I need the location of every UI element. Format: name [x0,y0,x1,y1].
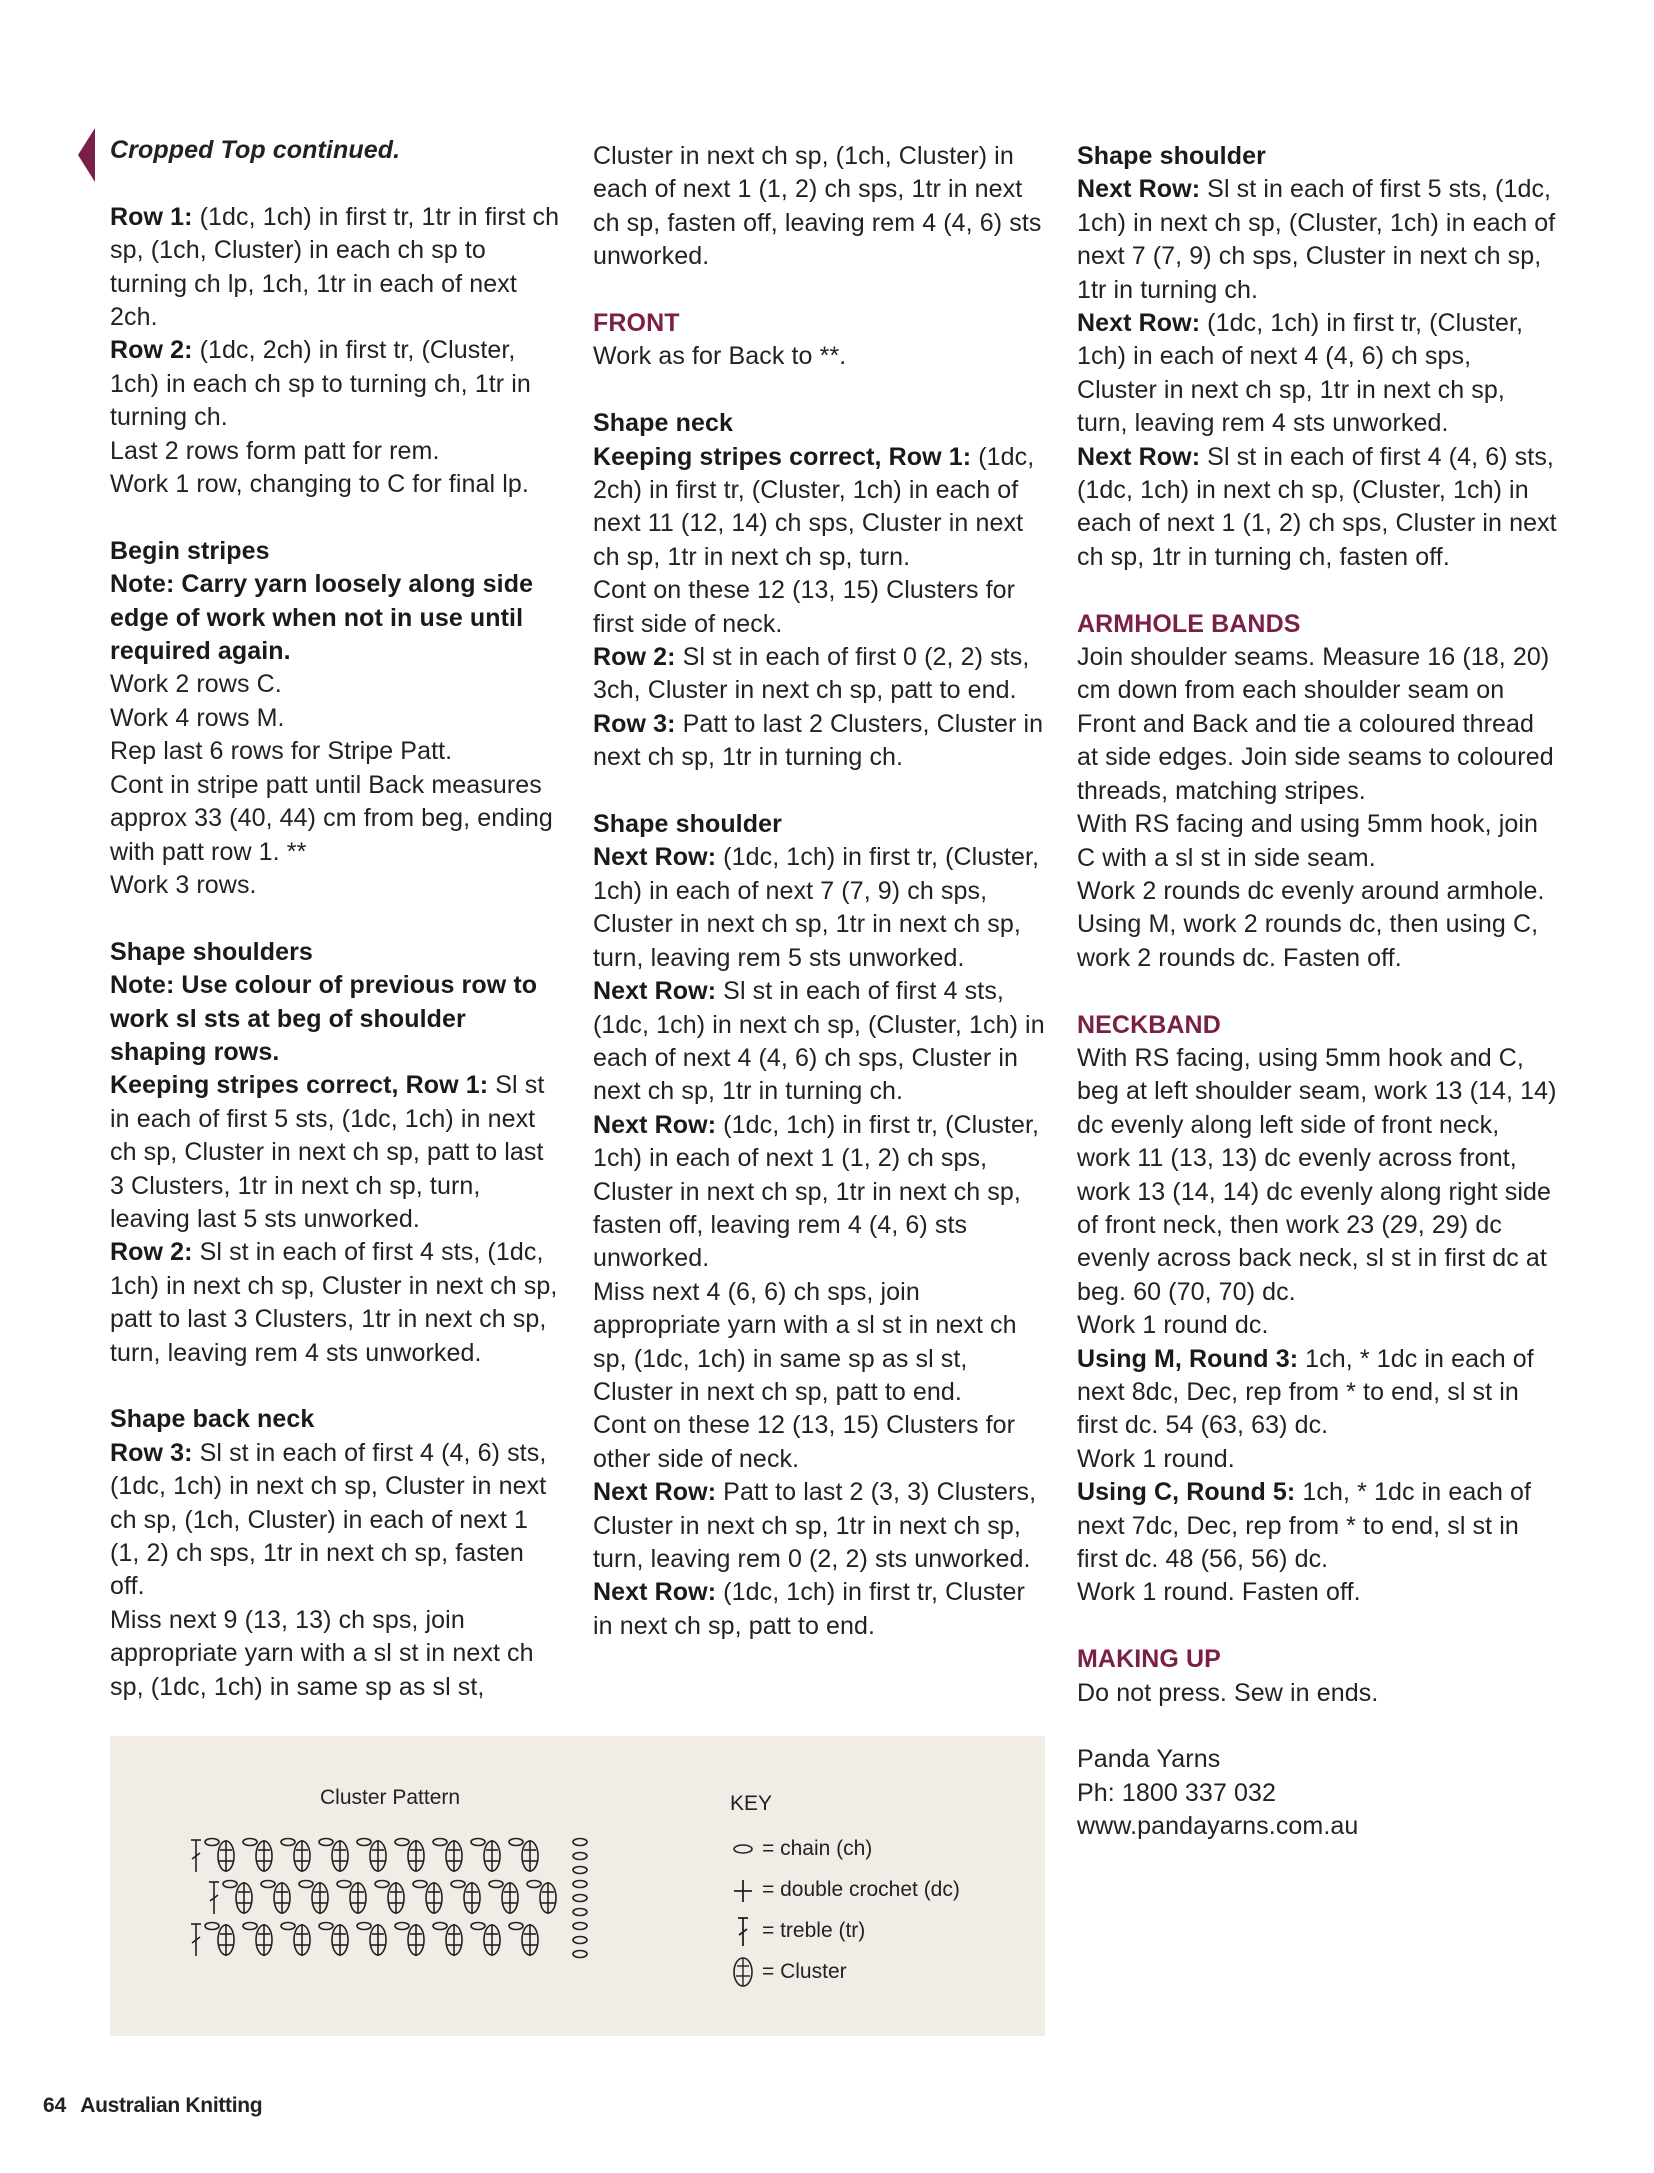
shoulders-note: Note: Use colour of previous row to work sl sts at beg of shoulder shaping rows. [110,971,538,1066]
row1-instruction: Row 1: (1dc, 1ch) in first tr, 1tr in first ch sp, (1ch, Cluster) in each ch sp to turning ch lp, 1ch, 1tr in each of next 2ch. [110,202,560,332]
chain-stitch [319,1839,333,1846]
next-row-5: Next Row: (1dc, 1ch) in first tr, Cluster in next ch sp, patt to end. [593,1578,1025,1640]
col3-next-row-3: Next Row: Sl st in each of first 4 (4, 6) sts, (1dc, 1ch) in next ch sp, (Cluster, 1ch) in each of next 1 (1, 2) ch sps, Cluster in next ch sp, 1tr in turning ch, fasten off. [1077,442,1557,571]
chain-stitch [319,1923,333,1930]
armhole-bands-heading: ARMHOLE BANDS [1077,609,1301,638]
last2-line: Last 2 rows form patt for rem. [110,436,440,465]
chain-stitch [451,1881,465,1888]
chain-stitch [433,1923,447,1930]
cluster-pattern-chart [190,1836,610,1986]
armhole-p3: Work 2 rounds dc evenly around armhole. [1077,876,1545,905]
neckband-work1: Work 1 round dc. [1077,1311,1269,1340]
chain-stitch [223,1881,237,1888]
shoulders-row1: Keeping stripes correct, Row 1: Sl st in each of first 5 sts, (1dc, 1ch) in next ch sp, Cluster in next ch sp, patt to last 3 Clusters, 1tr in next ch sp, turn, leaving last 5 sts unworked. [110,1071,545,1233]
chain-stitch [573,1881,587,1888]
miss4-line: Miss next 4 (6, 6) ch sps, join appropriate yarn with a sl st in next ch sp, (1dc, 1ch) in same sp as sl st, Cluster in next ch sp, patt to end. [593,1277,1017,1406]
diagram-key [730,1792,960,1992]
website-link[interactable]: www.pandayarns.com.au [1077,1812,1359,1841]
double-crochet-symbol-icon [730,1872,758,1908]
chain-stitch [489,1881,503,1888]
treble-symbol-icon [730,1913,758,1949]
chain-stitch [573,1951,587,1958]
begin-stripes-heading: Begin stripes [110,536,270,565]
chain-stitch [573,1923,587,1930]
neckband-work3: Work 1 round. Fasten off. [1077,1578,1361,1607]
rep6-line: Rep last 6 rows for Stripe Patt. [110,737,453,766]
next-row-3: Next Row: (1dc, 1ch) in first tr, (Cluster, 1ch) in each of next 1 (1, 2) ch sps, Cluster in next ch sp, 1tr in next ch sp, fasten off, leaving rem 4 (4, 6) sts unworked. [593,1110,1040,1273]
phone-number: Ph: 1800 337 032 [1077,1778,1276,1807]
key-item-dc: = double crochet (dc) [730,1869,960,1910]
chain-stitch [375,1881,389,1888]
cont-stripe-line: Cont in stripe patt until Back measures approx 33 (40, 44) cm from beg, ending with patt row 1. ** [110,770,553,866]
shape-neck-row1: Keeping stripes correct, Row 1: (1dc, 2ch) in first tr, (Cluster, 1ch) in each of next 11 (12, 14) ch sps, Cluster in next ch sp, 1tr in next ch sp, turn. [593,442,1035,571]
work1-line: Work 1 row, changing to C for final lp. [110,470,529,499]
page-number: 64 [43,2094,67,2117]
front-heading: FRONT [593,309,680,338]
shape-neck-row3: Row 3: Patt to last 2 Clusters, Cluster in next ch sp, 1tr in turning ch. [593,709,1044,772]
continued-marker-icon [78,128,95,182]
front-text: Work as for Back to **. [593,342,847,371]
next-row-2: Next Row: Sl st in each of first 4 sts, (1dc, 1ch) in next ch sp, (Cluster, 1ch) in each of next 4 (4, 6) ch sps, Cluster in next ch sp, 1tr in turning ch. [593,977,1045,1106]
chain-stitch [573,1937,587,1944]
row2-instruction: Row 2: (1dc, 2ch) in first tr, (Cluster, 1ch) in each ch sp to turning ch, 1tr in turning ch. [110,336,531,432]
neckband-round5: Using C, Round 5: 1ch, * 1dc in each of next 7dc, Dec, rep from * to end, sl st in first dc. 48 (56, 56) dc. [1077,1478,1532,1574]
magazine-name: Australian Knitting [80,2094,263,2117]
neckband-round3: Using M, Round 3: 1ch, * 1dc in each of next 8dc, Dec, rep from * to end, sl st in first dc. 54 (63, 63) dc. [1077,1344,1534,1440]
key-item-cluster: = Cluster [730,1951,960,1992]
next-row-4: Next Row: Patt to last 2 (3, 3) Clusters, Cluster in next ch sp, 1tr in next ch sp, turn, leaving rem 0 (2, 2) sts unworked. [593,1478,1037,1574]
shape-neck-heading: Shape neck [593,409,733,438]
chain-stitch [527,1881,541,1888]
chain-stitch [573,1853,587,1860]
key-item-chain: = chain (ch) [730,1828,960,1869]
chain-stitch [509,1923,523,1930]
chain-stitch [433,1839,447,1846]
back-neck-row3: Row 3: Sl st in each of first 4 (4, 6) sts, (1dc, 1ch) in next ch sp, Cluster in next ch sp, (1ch, Cluster) in each of next 1 (1, 2) ch sps, 1tr in next ch sp, fasten off. [110,1438,547,1601]
shape-back-neck-heading: Shape back neck [110,1405,315,1434]
work2c-line: Work 2 rows C. [110,670,282,699]
shape-shoulder-heading-2: Shape shoulder [1077,142,1266,170]
chain-stitch [243,1923,257,1930]
brand-name: Panda Yarns [1077,1745,1221,1774]
work4m-line: Work 4 rows M. [110,703,285,732]
continued-title: Cropped Top continued. [110,136,401,164]
column-2 [593,140,1045,1643]
chain-stitch [395,1923,409,1930]
next-row-1: Next Row: (1dc, 1ch) in first tr, (Cluster, 1ch) in each of next 7 (7, 9) ch sps, Cluster in next ch sp, 1tr in next ch sp, turn, leaving rem 5 sts unworked. [593,843,1040,972]
chain-stitch [337,1881,351,1888]
stripes-note: Note: Carry yarn loosely along side edge of work when not in use until required again. [110,570,534,666]
chain-stitch [261,1881,275,1888]
chain-stitch [573,1867,587,1874]
chain-stitch [357,1923,371,1930]
work3-line: Work 3 rows. [110,870,257,899]
chain-symbol-icon [730,1831,758,1867]
chain-stitch [281,1923,295,1930]
chain-stitch [573,1895,587,1902]
armhole-p4: Using M, work 2 rounds dc, then using C, work 2 rounds dc. Fasten off. [1077,910,1539,972]
chain-stitch [573,1839,587,1846]
shape-neck-row2: Row 2: Sl st in each of first 0 (2, 2) sts, 3ch, Cluster in next ch sp, patt to end. [593,643,1030,705]
chain-stitch [573,1909,587,1916]
chain-stitch [281,1839,295,1846]
column-1 [110,136,562,1704]
chain-stitch [413,1881,427,1888]
cont12b-line: Cont on these 12 (13, 15) Clusters for other side of neck. [593,1411,1016,1473]
shape-shoulder-heading: Shape shoulder [593,810,782,839]
armhole-p1: Join shoulder seams. Measure 16 (18, 20) cm down from each shoulder seam on Front and Back and tie a coloured thread at side edges. Join side seams to coloured threads, matching stripes. [1077,643,1554,805]
chain-stitch [299,1881,313,1888]
col3-next-row-2: Next Row: (1dc, 1ch) in first tr, (Cluster, 1ch) in each of next 4 (4, 6) ch sps, Cluster in next ch sp, 1tr in next ch sp, turn, leaving rem 4 sts unworked. [1077,309,1524,438]
key-title: KEY [730,1792,773,1815]
neckband-p1: With RS facing, using 5mm hook and C, beg at left shoulder seam, work 13 (14, 14) dc evenly along left side of front neck, work 11 (13, 13) dc evenly across front, work 13 (14, 14) dc evenly along right side of front neck, then work 23 (29, 29) dc evenly across back neck, sl st in first dc at beg. 60 (70, 70) dc. [1077,1043,1557,1306]
miss9-line: Miss next 9 (13, 13) ch sps, join appropriate yarn with a sl st in next ch sp, (1dc, 1ch) in same sp as sl st, [110,1605,534,1701]
shape-shoulders-heading: Shape shoulders [110,937,313,966]
col2-continuation: Cluster in next ch sp, (1ch, Cluster) in each of next 1 (1, 2) ch sps, 1tr in next ch sp, fasten off, leaving rem 4 (4, 6) sts unworked. [593,142,1042,271]
cluster-diagram-panel [110,1736,1045,2036]
col3-next-row-1: Next Row: Sl st in each of first 5 sts, (1dc, 1ch) in next ch sp, (Cluster, 1ch) in each of next 7 (7, 9) ch sps, Cluster in next ch sp, 1tr in turning ch. [1077,175,1556,304]
chain-stitch [471,1839,485,1846]
chain-stitch [205,1839,219,1846]
cluster-symbol-icon [730,1954,758,1990]
armhole-p2: With RS facing and using 5mm hook, join C with a sl st in side seam. [1077,810,1539,872]
neckband-work2: Work 1 round. [1077,1444,1235,1473]
shoulders-row2: Row 2: Sl st in each of first 4 sts, (1dc, 1ch) in next ch sp, Cluster in next ch sp, patt to last 3 Clusters, 1tr in next ch sp, turn, leaving rem 4 sts unworked. [110,1238,558,1367]
chain-stitch [357,1839,371,1846]
chain-stitch [395,1839,409,1846]
chain-stitch [205,1923,219,1930]
chain-stitch [509,1839,523,1846]
making-up-heading: MAKING UP [1077,1645,1221,1674]
making-up-text: Do not press. Sew in ends. [1077,1678,1379,1707]
diagram-title: Cluster Pattern [320,1786,461,1809]
neckband-heading: NECKBAND [1077,1010,1221,1039]
cont12-line: Cont on these 12 (13, 15) Clusters for first side of neck. [593,576,1016,638]
chain-stitch [471,1923,485,1930]
page-footer [43,2094,262,2118]
column-3 [1077,140,1557,1844]
key-item-treble: = treble (tr) [730,1910,960,1951]
chain-stitch [243,1839,257,1846]
